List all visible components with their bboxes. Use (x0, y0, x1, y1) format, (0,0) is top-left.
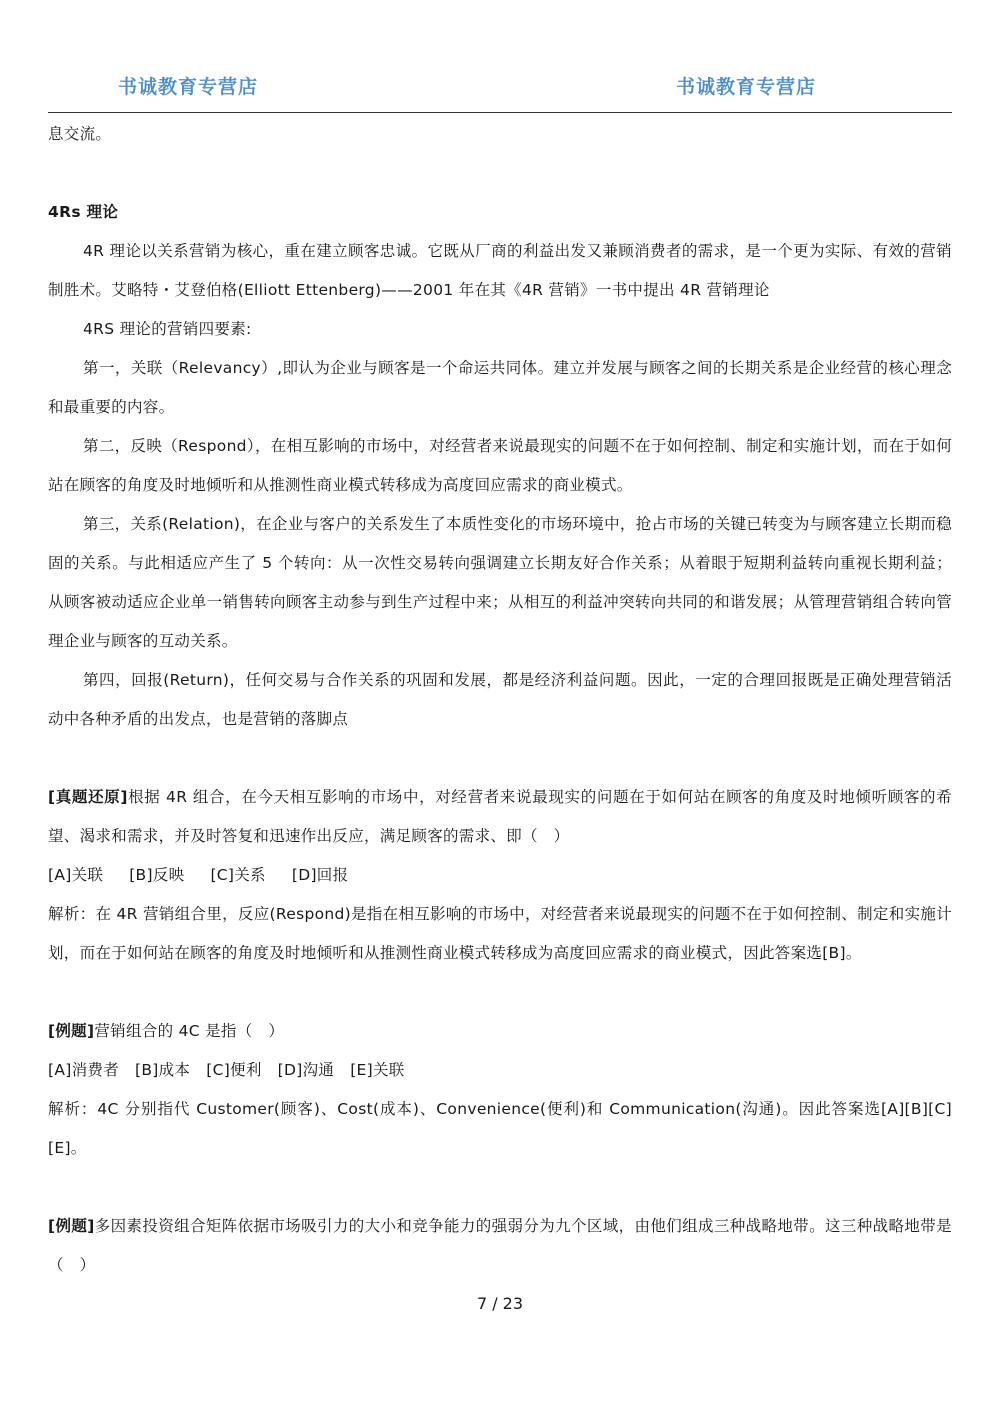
element-respond: 第二，反映（Respond），在相互影响的市场中，对经营者来说最现实的问题不在于如何控制、制定和实施计划，而在于如何站在顾客的角度及时地倾听和从推测性商业模式转移成为高度回应需求的商业模式。 (48, 437, 952, 494)
question-1-option-a: [A]关联 (48, 866, 104, 884)
question-2-option-c: [C]便利 (206, 1061, 262, 1079)
question-1 (48, 778, 952, 856)
question-2-analysis: 解析：4C 分别指代 Customer(顾客)、Cost(成本)、Convenience(便利)和 Communication(沟通)。因此答案选[A][B][C][E]。 (48, 1100, 952, 1157)
header-brand-left: 书诚教育专营店 (118, 76, 259, 98)
question-1-options (48, 856, 952, 895)
question-2-option-e: [E]关联 (350, 1061, 405, 1079)
question-2-option-d: [D]沟通 (277, 1061, 335, 1079)
question-2-options (48, 1051, 952, 1090)
document-body (48, 115, 952, 1285)
element-return: 第四，回报(Return)，任何交易与合作关系的巩固和发展，都是经济利益问题。因此，一定的合理回报既是正确处理营销活动中各种矛盾的出发点，也是营销的落脚点 (48, 671, 952, 728)
element-relation: 第三，关系(Relation)，在企业与客户的关系发生了本质性变化的市场环境中，抢占市场的关键已转变为与顾客建立长期而稳固的关系。与此相适应产生了 5 个转向：从一次性交易转向强调建立长期友好合作关系；从着眼于短期利益转向重视长期利益；从顾客被动适应企业单一销售转向顾客主动参与到生产过程中来；从相互的利益冲突转向共同的和谐发展；从管理营销组合转向管理企业与顾客的互动关系。 (48, 515, 952, 650)
question-1-tag: [真题还原] (48, 788, 128, 806)
intro-paragraph-1: 4R 理论以关系营销为核心，重在建立顾客忠诚。它既从厂商的利益出发又兼顾消费者的需求，是一个更为实际、有效的营销制胜术。艾略特・艾登伯格(Elliott Ettenberg)——2001 年在其《4R 营销》一书中提出 4R 营销理论 (48, 242, 952, 299)
question-2-option-b: [B]成本 (135, 1061, 191, 1079)
question-2 (48, 1012, 952, 1051)
page-header (48, 70, 952, 113)
question-2-option-a: [A]消费者 (48, 1061, 119, 1079)
question-3-text: 多因素投资组合矩阵依据市场吸引力的大小和竞争能力的强弱分为九个区域，由他们组成三种战略地带。这三种战略地带是（ ） (48, 1217, 952, 1274)
intro-paragraph-2: 4RS 理论的营销四要素: (83, 320, 252, 338)
question-1-option-b: [B]反映 (129, 866, 185, 884)
question-2-text: 营销组合的 4C 是指（ ） (94, 1022, 285, 1040)
page-number: 7 / 23 (476, 1294, 524, 1313)
question-1-option-d: [D]回报 (291, 866, 349, 884)
question-1-option-c: [C]关系 (210, 866, 266, 884)
question-2-tag: [例题] (48, 1022, 95, 1040)
header-brand-right: 书诚教育专营店 (675, 76, 816, 98)
element-relevancy: 第一，关联（Relevancy）,即认为企业与顾客是一个命运共同体。建立并发展与顾客之间的长期关系是企业经营的核心理念和最重要的内容。 (48, 359, 952, 416)
question-3 (48, 1207, 952, 1285)
carryover-text: 息交流。 (48, 125, 112, 143)
question-1-text: 根据 4R 组合，在今天相互影响的市场中，对经营者来说最现实的问题在于如何站在顾客的角度及时地倾听顾客的希望、渴求和需求，并及时答复和迅速作出反应，满足顾客的需求、即（ ） (48, 788, 953, 845)
question-1-analysis: 解析：在 4R 营销组合里，反应(Respond)是指在相互影响的市场中，对经营者来说最现实的问题不在于如何控制、制定和实施计划，而在于如何站在顾客的角度及时地倾听和从推测性商业模式转移成为高度回应需求的商业模式，因此答案选[B]。 (48, 905, 952, 962)
section-title: 4Rs 理论 (48, 203, 119, 221)
question-3-tag: [例题] (48, 1217, 95, 1235)
